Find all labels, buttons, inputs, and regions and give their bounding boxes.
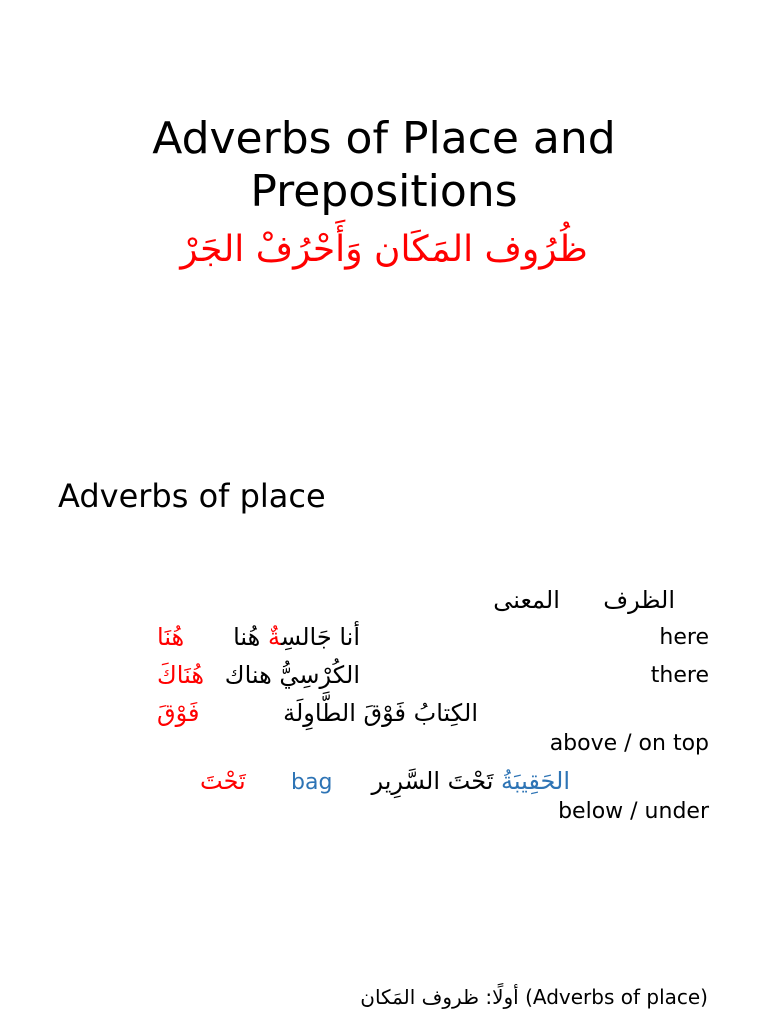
sentence-part: هُنا [233,623,268,651]
meaning-text: here [659,625,709,650]
meaning-text: below / under [558,799,709,824]
table-row [233,620,360,654]
adverb-word: هُنَاكَ [157,661,204,689]
table-row [371,764,570,798]
sentence-part: أنا جَالسِ [280,623,360,651]
header-adverb: الظرف [603,586,675,614]
adverb-word: تَحْتَ [200,767,246,795]
sentence-part: تَحْتَ السَّرِير [371,767,502,795]
title-text: Adverbs of Place and Prepositions [152,113,616,217]
meaning-text: above / on top [549,731,709,756]
adverb-word: هُنَا [157,623,185,651]
slide-title [0,112,768,218]
sentence-highlight: ةٌ [267,623,281,651]
bottom-english: (Adverbs of place) [525,985,708,1009]
meaning-text: there [650,663,709,688]
sentence-highlight: الحَقِيبَةُ [501,767,570,795]
bottom-arabic: أولًا: ظروف المَكان [360,985,519,1009]
table-headers [480,583,675,617]
header-meaning: المعنى [493,586,560,614]
table-row: الكُرْسِيُّ هناك [224,661,360,689]
gloss-text: bag [291,770,333,795]
arabic-subtitle: ظُرُوف المَكَان وَأَحْرُفْ الجَرْ [180,229,588,270]
section-heading: Adverbs of place [58,477,326,515]
adverb-word: فَوْقَ [157,699,200,727]
table-row: الكِتابُ فَوْقَ الطَّاوِلَة [283,699,478,727]
bottom-line [360,982,708,1012]
